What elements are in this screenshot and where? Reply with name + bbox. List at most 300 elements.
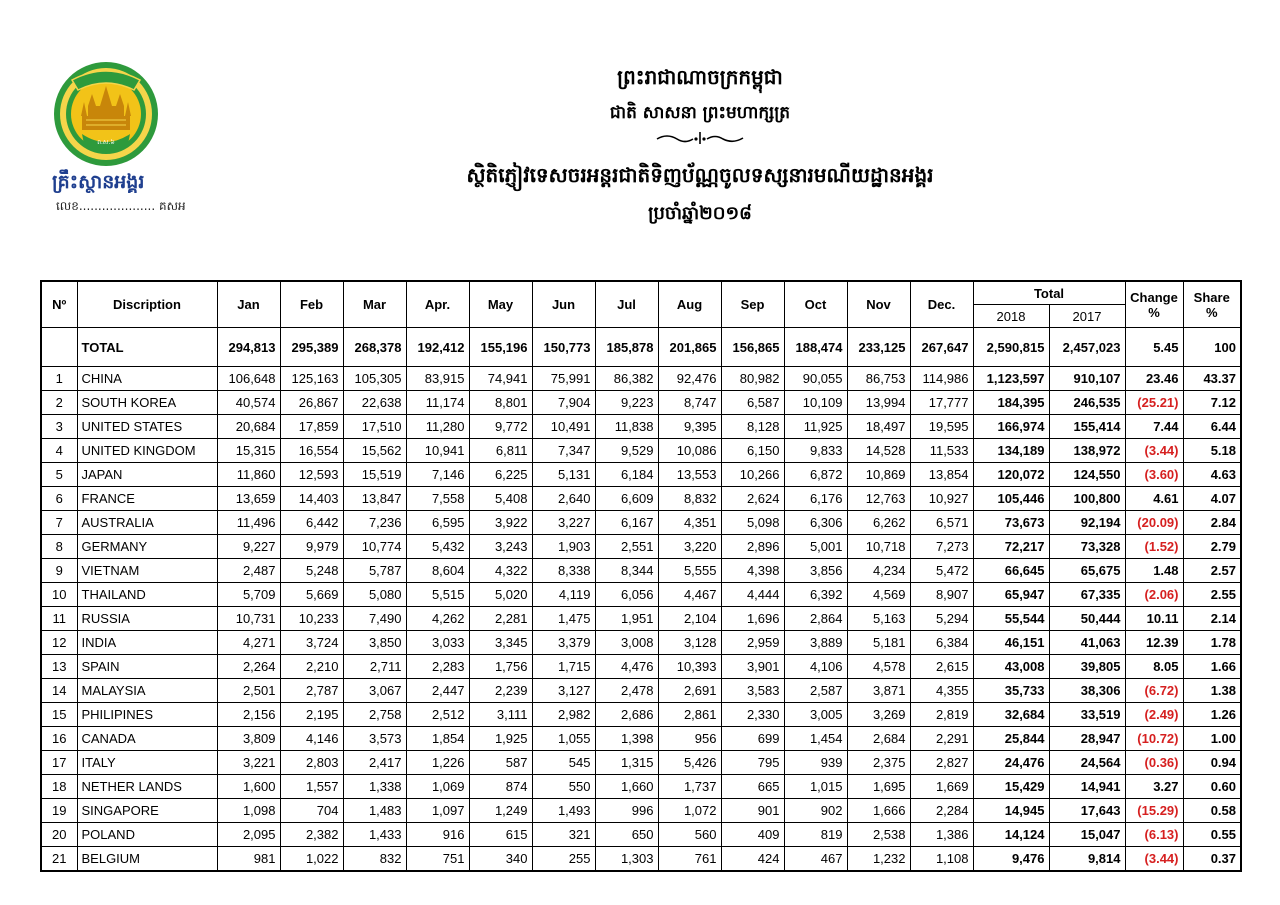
month-cell: 11,496 (217, 511, 280, 535)
table-row (41, 463, 1241, 487)
month-cell: 4,578 (847, 655, 910, 679)
header-change (1125, 281, 1183, 328)
total-2018-cell: 184,395 (973, 391, 1049, 415)
country-name: SOUTH KOREA (77, 391, 217, 415)
month-cell: 10,718 (847, 535, 910, 559)
row-number: 21 (41, 847, 77, 872)
total-2017-cell: 124,550 (1049, 463, 1125, 487)
month-cell: 10,491 (532, 415, 595, 439)
month-cell: 4,271 (217, 631, 280, 655)
share-cell: 4.63 (1183, 463, 1241, 487)
header-year-2018: 2018 (973, 305, 1049, 328)
motto-heading: ជាតិ សាសនា ព្រះមហាក្សត្រ (609, 103, 791, 123)
month-cell: 6,176 (784, 487, 847, 511)
month-cell: 13,847 (343, 487, 406, 511)
row-number: 12 (41, 631, 77, 655)
month-cell: 10,233 (280, 607, 343, 631)
month-cell: 2,640 (532, 487, 595, 511)
header-row (41, 281, 1241, 305)
month-cell: 13,854 (910, 463, 973, 487)
month-cell: 10,941 (406, 439, 469, 463)
month-cell: 996 (595, 799, 658, 823)
month-cell: 6,150 (721, 439, 784, 463)
month-cell: 1,022 (280, 847, 343, 872)
table-row (41, 487, 1241, 511)
month-cell: 90,055 (784, 367, 847, 391)
header-month: Jan (217, 281, 280, 328)
month-cell: 6,167 (595, 511, 658, 535)
month-cell: 1,483 (343, 799, 406, 823)
month-cell: 2,686 (595, 703, 658, 727)
total-2017-cell: 92,194 (1049, 511, 1125, 535)
table-row (41, 679, 1241, 703)
month-cell: 2,417 (343, 751, 406, 775)
month-cell: 1,338 (343, 775, 406, 799)
month-cell: 5,294 (910, 607, 973, 631)
month-cell: 3,005 (784, 703, 847, 727)
month-cell: 3,033 (406, 631, 469, 655)
month-cell: 1,315 (595, 751, 658, 775)
month-cell: 5,098 (721, 511, 784, 535)
month-cell: 8,907 (910, 583, 973, 607)
month-cell: 6,184 (595, 463, 658, 487)
total-2018-cell: 134,189 (973, 439, 1049, 463)
month-cell: 424 (721, 847, 784, 872)
month-cell: 8,344 (595, 559, 658, 583)
table-row (41, 535, 1241, 559)
month-cell: 7,558 (406, 487, 469, 511)
country-name: UNITED STATES (77, 415, 217, 439)
svg-text:ព.ស.៦: ព.ស.៦ (97, 139, 115, 146)
total-2018-cell: 14,124 (973, 823, 1049, 847)
month-cell: 550 (532, 775, 595, 799)
table-row (41, 751, 1241, 775)
kingdom-heading: ព្រះរាជាណាចក្រកម្ពុជា (617, 65, 783, 89)
month-cell: 3,573 (343, 727, 406, 751)
month-cell: 1,951 (595, 607, 658, 631)
row-number: 17 (41, 751, 77, 775)
total-2018-cell: 46,151 (973, 631, 1049, 655)
month-cell: 2,861 (658, 703, 721, 727)
month-cell: 8,801 (469, 391, 532, 415)
table-row (41, 655, 1241, 679)
share-cell: 2.14 (1183, 607, 1241, 631)
month-cell: 560 (658, 823, 721, 847)
total-2018-cell: 72,217 (973, 535, 1049, 559)
month-cell: 9,227 (217, 535, 280, 559)
row-number: 5 (41, 463, 77, 487)
total-2017-cell: 24,564 (1049, 751, 1125, 775)
month-cell: 751 (406, 847, 469, 872)
total-2017-cell: 33,519 (1049, 703, 1125, 727)
month-cell: 188,474 (784, 328, 847, 367)
month-cell: 4,322 (469, 559, 532, 583)
month-cell: 1,715 (532, 655, 595, 679)
country-name: UNITED KINGDOM (77, 439, 217, 463)
row-number: 6 (41, 487, 77, 511)
total-2017-cell: 910,107 (1049, 367, 1125, 391)
month-cell: 832 (343, 847, 406, 872)
month-cell: 1,072 (658, 799, 721, 823)
country-name: CANADA (77, 727, 217, 751)
month-cell: 901 (721, 799, 784, 823)
month-cell: 8,832 (658, 487, 721, 511)
share-cell: 1.66 (1183, 655, 1241, 679)
month-cell: 75,991 (532, 367, 595, 391)
share-cell: 0.94 (1183, 751, 1241, 775)
header-share-label: Share (1193, 289, 1230, 305)
month-cell: 5,248 (280, 559, 343, 583)
month-cell: 86,382 (595, 367, 658, 391)
row-number: 20 (41, 823, 77, 847)
change-cell: (3.44) (1125, 847, 1183, 872)
country-name: JAPAN (77, 463, 217, 487)
month-cell: 4,119 (532, 583, 595, 607)
month-cell: 13,994 (847, 391, 910, 415)
header-description: Discription (77, 281, 217, 328)
month-cell: 2,264 (217, 655, 280, 679)
month-cell: 2,501 (217, 679, 280, 703)
month-cell: 18,497 (847, 415, 910, 439)
change-cell: 4.61 (1125, 487, 1183, 511)
month-cell: 6,595 (406, 511, 469, 535)
total-2017-cell: 73,328 (1049, 535, 1125, 559)
month-cell: 5,408 (469, 487, 532, 511)
month-cell: 105,305 (343, 367, 406, 391)
total-2017-cell: 38,306 (1049, 679, 1125, 703)
month-cell: 125,163 (280, 367, 343, 391)
header-year-2017: 2017 (1049, 305, 1125, 328)
table-row (41, 607, 1241, 631)
month-cell: 11,925 (784, 415, 847, 439)
month-cell: 11,280 (406, 415, 469, 439)
header-change-unit: % (1148, 304, 1160, 320)
header-month: Nov (847, 281, 910, 328)
month-cell: 22,638 (343, 391, 406, 415)
total-2018-cell: 14,945 (973, 799, 1049, 823)
month-cell: 8,338 (532, 559, 595, 583)
table-row (41, 559, 1241, 583)
month-cell: 268,378 (343, 328, 406, 367)
month-cell: 3,220 (658, 535, 721, 559)
month-cell: 3,243 (469, 535, 532, 559)
share-cell: 100 (1183, 328, 1241, 367)
month-cell: 10,731 (217, 607, 280, 631)
month-cell: 1,660 (595, 775, 658, 799)
share-cell: 0.58 (1183, 799, 1241, 823)
month-cell: 2,291 (910, 727, 973, 751)
month-cell: 8,128 (721, 415, 784, 439)
share-cell: 0.37 (1183, 847, 1241, 872)
month-cell: 2,281 (469, 607, 532, 631)
total-2018-cell: 2,590,815 (973, 328, 1049, 367)
header-month: Jul (595, 281, 658, 328)
month-cell: 4,234 (847, 559, 910, 583)
month-cell: 874 (469, 775, 532, 799)
month-cell: 255 (532, 847, 595, 872)
header-number: Nº (41, 281, 77, 328)
month-cell: 5,472 (910, 559, 973, 583)
row-number: 8 (41, 535, 77, 559)
month-cell: 5,787 (343, 559, 406, 583)
change-cell: 10.11 (1125, 607, 1183, 631)
change-cell: 3.27 (1125, 775, 1183, 799)
row-number: 4 (41, 439, 77, 463)
month-cell: 1,475 (532, 607, 595, 631)
total-2017-cell: 2,457,023 (1049, 328, 1125, 367)
change-cell: 23.46 (1125, 367, 1183, 391)
month-cell: 2,447 (406, 679, 469, 703)
month-cell: 11,860 (217, 463, 280, 487)
change-cell: 5.45 (1125, 328, 1183, 367)
month-cell: 2,615 (910, 655, 973, 679)
row-number (41, 328, 77, 367)
month-cell: 916 (406, 823, 469, 847)
month-cell: 3,901 (721, 655, 784, 679)
row-number: 18 (41, 775, 77, 799)
month-cell: 11,533 (910, 439, 973, 463)
header-total: Total (973, 281, 1125, 305)
share-cell: 4.07 (1183, 487, 1241, 511)
month-cell: 9,772 (469, 415, 532, 439)
month-cell: 15,562 (343, 439, 406, 463)
month-cell: 1,903 (532, 535, 595, 559)
month-cell: 1,669 (910, 775, 973, 799)
month-cell: 2,864 (784, 607, 847, 631)
month-cell: 761 (658, 847, 721, 872)
country-name: FRANCE (77, 487, 217, 511)
month-cell: 5,555 (658, 559, 721, 583)
month-cell: 10,774 (343, 535, 406, 559)
month-cell: 2,711 (343, 655, 406, 679)
change-cell: (6.13) (1125, 823, 1183, 847)
month-cell: 4,444 (721, 583, 784, 607)
month-cell: 4,398 (721, 559, 784, 583)
month-cell: 185,878 (595, 328, 658, 367)
total-2017-cell: 100,800 (1049, 487, 1125, 511)
month-cell: 409 (721, 823, 784, 847)
month-cell: 5,181 (847, 631, 910, 655)
month-cell: 321 (532, 823, 595, 847)
month-cell: 665 (721, 775, 784, 799)
month-cell: 6,262 (847, 511, 910, 535)
month-cell: 5,515 (406, 583, 469, 607)
month-cell: 1,108 (910, 847, 973, 872)
month-cell: 704 (280, 799, 343, 823)
month-cell: 1,398 (595, 727, 658, 751)
month-cell: 2,684 (847, 727, 910, 751)
month-cell: 155,196 (469, 328, 532, 367)
month-cell: 5,163 (847, 607, 910, 631)
month-cell: 7,904 (532, 391, 595, 415)
total-2018-cell: 65,947 (973, 583, 1049, 607)
month-cell: 3,809 (217, 727, 280, 751)
month-cell: 9,833 (784, 439, 847, 463)
month-cell: 10,869 (847, 463, 910, 487)
table-row (41, 727, 1241, 751)
share-cell: 43.37 (1183, 367, 1241, 391)
month-cell: 956 (658, 727, 721, 751)
month-cell: 2,959 (721, 631, 784, 655)
visitor-statistics-table (40, 280, 1242, 872)
month-cell: 2,587 (784, 679, 847, 703)
change-cell: 12.39 (1125, 631, 1183, 655)
month-cell: 5,001 (784, 535, 847, 559)
month-cell: 5,709 (217, 583, 280, 607)
month-cell: 1,069 (406, 775, 469, 799)
month-cell: 2,156 (217, 703, 280, 727)
month-cell: 1,925 (469, 727, 532, 751)
month-cell: 4,106 (784, 655, 847, 679)
month-cell: 3,128 (658, 631, 721, 655)
month-cell: 1,666 (847, 799, 910, 823)
month-cell: 3,269 (847, 703, 910, 727)
month-cell: 6,587 (721, 391, 784, 415)
row-label: TOTAL (77, 328, 217, 367)
change-cell: 8.05 (1125, 655, 1183, 679)
total-2018-cell: 120,072 (973, 463, 1049, 487)
month-cell: 1,386 (910, 823, 973, 847)
row-number: 19 (41, 799, 77, 823)
month-cell: 14,403 (280, 487, 343, 511)
month-cell: 6,306 (784, 511, 847, 535)
month-cell: 1,226 (406, 751, 469, 775)
angkor-temple-emblem-icon (52, 60, 160, 168)
country-name: MALAYSIA (77, 679, 217, 703)
month-cell: 2,538 (847, 823, 910, 847)
month-cell: 1,557 (280, 775, 343, 799)
month-cell: 9,223 (595, 391, 658, 415)
month-cell: 1,695 (847, 775, 910, 799)
month-cell: 150,773 (532, 328, 595, 367)
change-cell: 1.48 (1125, 559, 1183, 583)
country-name: BELGIUM (77, 847, 217, 872)
month-cell: 587 (469, 751, 532, 775)
month-cell: 2,551 (595, 535, 658, 559)
month-cell: 3,856 (784, 559, 847, 583)
table-row (41, 823, 1241, 847)
country-name: NETHER LANDS (77, 775, 217, 799)
total-2017-cell: 39,805 (1049, 655, 1125, 679)
header-month: Apr. (406, 281, 469, 328)
table-row (41, 367, 1241, 391)
month-cell: 9,395 (658, 415, 721, 439)
month-cell: 650 (595, 823, 658, 847)
month-cell: 2,375 (847, 751, 910, 775)
total-2017-cell: 41,063 (1049, 631, 1125, 655)
month-cell: 1,303 (595, 847, 658, 872)
header-share-unit: % (1205, 304, 1218, 320)
total-2017-cell: 28,947 (1049, 727, 1125, 751)
month-cell: 1,756 (469, 655, 532, 679)
total-2018-cell: 9,476 (973, 847, 1049, 872)
month-cell: 1,493 (532, 799, 595, 823)
document-title: ស្ថិតិភ្ញៀវទេសចរអន្តរជាតិទិញប័ណ្ណចូលទស្សនារមណីយដ្ឋានអង្គរ (466, 163, 934, 187)
month-cell: 6,872 (784, 463, 847, 487)
month-cell: 2,330 (721, 703, 784, 727)
month-cell: 9,979 (280, 535, 343, 559)
month-cell: 4,569 (847, 583, 910, 607)
month-cell: 3,889 (784, 631, 847, 655)
ornament-icon (655, 131, 745, 145)
country-name: THAILAND (77, 583, 217, 607)
month-cell: 13,659 (217, 487, 280, 511)
total-2017-cell: 14,941 (1049, 775, 1125, 799)
header-month: Jun (532, 281, 595, 328)
month-cell: 74,941 (469, 367, 532, 391)
row-number: 13 (41, 655, 77, 679)
share-cell: 5.18 (1183, 439, 1241, 463)
share-cell: 2.84 (1183, 511, 1241, 535)
month-cell: 3,067 (343, 679, 406, 703)
month-cell: 3,111 (469, 703, 532, 727)
month-cell: 19,595 (910, 415, 973, 439)
month-cell: 267,647 (910, 328, 973, 367)
country-name: INDIA (77, 631, 217, 655)
month-cell: 2,827 (910, 751, 973, 775)
month-cell: 11,174 (406, 391, 469, 415)
header-share (1183, 281, 1241, 328)
month-cell: 1,737 (658, 775, 721, 799)
table-row (41, 631, 1241, 655)
share-cell: 1.00 (1183, 727, 1241, 751)
row-number: 9 (41, 559, 77, 583)
share-cell: 2.57 (1183, 559, 1241, 583)
month-cell: 5,669 (280, 583, 343, 607)
month-cell: 1,098 (217, 799, 280, 823)
month-cell: 7,273 (910, 535, 973, 559)
month-cell: 6,571 (910, 511, 973, 535)
month-cell: 9,529 (595, 439, 658, 463)
table-row (41, 703, 1241, 727)
total-2018-cell: 24,476 (973, 751, 1049, 775)
month-cell: 15,315 (217, 439, 280, 463)
month-cell: 2,095 (217, 823, 280, 847)
document-year: ប្រចាំឆ្នាំ២០១៨ (648, 203, 752, 224)
month-cell: 201,865 (658, 328, 721, 367)
month-cell: 20,684 (217, 415, 280, 439)
change-cell: (2.06) (1125, 583, 1183, 607)
month-cell: 699 (721, 727, 784, 751)
country-name: GERMANY (77, 535, 217, 559)
month-cell: 2,239 (469, 679, 532, 703)
change-cell: (15.29) (1125, 799, 1183, 823)
table-row (41, 799, 1241, 823)
month-cell: 6,442 (280, 511, 343, 535)
month-cell: 1,055 (532, 727, 595, 751)
month-cell: 2,758 (343, 703, 406, 727)
month-cell: 5,426 (658, 751, 721, 775)
month-cell: 8,747 (658, 391, 721, 415)
change-cell: (1.52) (1125, 535, 1183, 559)
row-number: 2 (41, 391, 77, 415)
month-cell: 6,811 (469, 439, 532, 463)
month-cell: 939 (784, 751, 847, 775)
total-2018-cell: 25,844 (973, 727, 1049, 751)
angkor-authority-logo (40, 60, 190, 216)
table-row (41, 415, 1241, 439)
share-cell: 6.44 (1183, 415, 1241, 439)
month-cell: 295,389 (280, 328, 343, 367)
country-name: ITALY (77, 751, 217, 775)
month-cell: 6,056 (595, 583, 658, 607)
share-cell: 0.60 (1183, 775, 1241, 799)
change-cell: (10.72) (1125, 727, 1183, 751)
month-cell: 26,867 (280, 391, 343, 415)
month-cell: 17,859 (280, 415, 343, 439)
month-cell: 7,236 (343, 511, 406, 535)
month-cell: 3,345 (469, 631, 532, 655)
